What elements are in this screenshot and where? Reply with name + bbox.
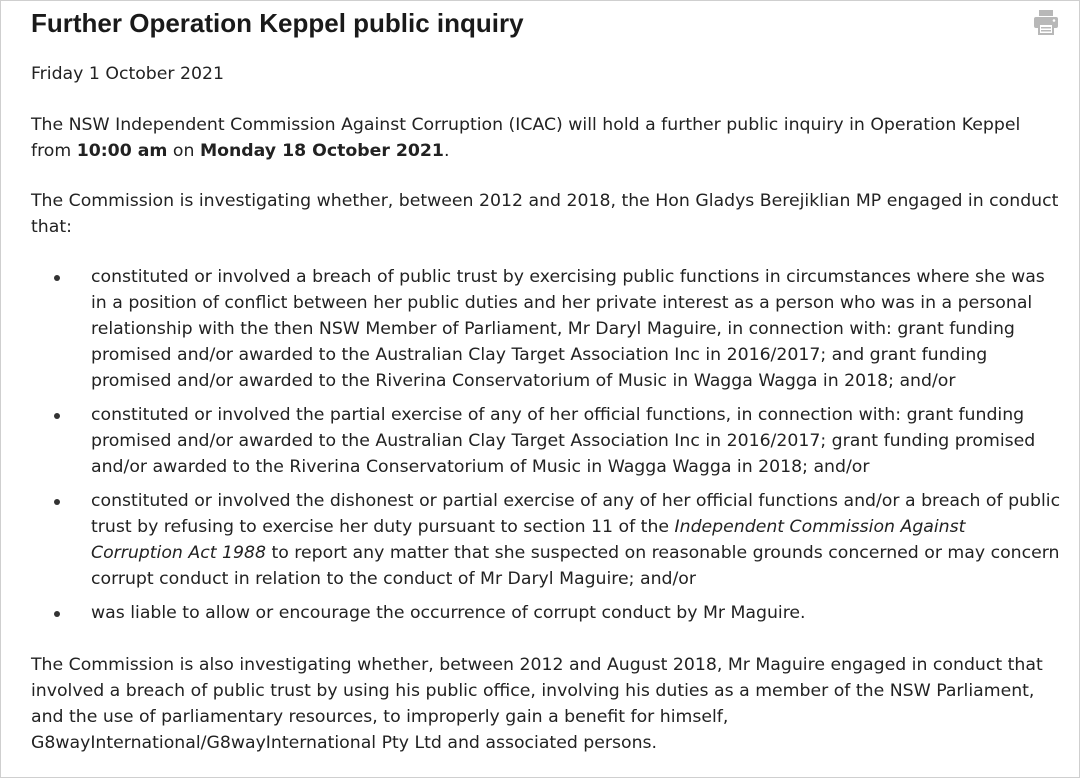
list-item	[31, 488, 1061, 592]
intro-text: The NSW Independent Commission Against Corruption (ICAC) will hold a further public inquiry in Operation Keppel from	[31, 115, 1021, 161]
printer-icon[interactable]	[1032, 8, 1060, 36]
article-body	[31, 61, 1061, 780]
intro-day: Monday 18 October 2021	[199, 141, 444, 161]
list-item: was liable to allow or encourage the occurrence of corrupt conduct by Mr Maguire.	[31, 600, 1061, 626]
investigation-paragraph: The Commission is investigating whether, between 2012 and 2018, the Hon Gladys Berejiklian MP engaged in conduct that:	[31, 191, 1059, 237]
list-item: constituted or involved the partial exercise of any of her official functions, in connection with: grant funding promised and/or awarded to the Australian Clay Target Association Inc in 2016/2017; grant funding promised and/or awarded to the Riverina Conservatorium of Music in Wagga Wagga in 2018; and/or	[31, 402, 1061, 480]
act-title: Independent Commission Against Corruption Act 1988	[91, 517, 966, 563]
publish-date: Friday 1 October 2021	[31, 64, 224, 84]
maguire-paragraph: The Commission is also investigating whether, between 2012 and August 2018, Mr Maguire engaged in conduct that involved a breach of public trust by using his public office, involving his duties as a member of the NSW Parliament, and the use of parliamentary resources, to improperly gain a benefit for himself, G8wayInternational/G8wayInternational Pty Ltd and associated persons.	[31, 655, 1043, 753]
intro-text-on: on	[167, 141, 200, 161]
list-item-text: to report any matter that she suspected on reasonable grounds concerned or may concern corrupt conduct in relation to the conduct of Mr Daryl Maguire; and/or	[91, 543, 1060, 589]
intro-paragraph	[31, 112, 1061, 164]
intro-end: .	[443, 141, 450, 161]
conduct-list	[31, 264, 1061, 626]
list-item-text: constituted or involved the dishonest or partial exercise of any of her official functions and/or a breach of public trust by refusing to exercise her duty pursuant to section 11 of the	[91, 491, 1061, 537]
page-title: Further Operation Keppel public inquiry	[31, 8, 524, 38]
list-item: constituted or involved a breach of public trust by exercising public functions in circumstances where she was in a position of conflict between her public duties and her private interest as a person who was in a personal relationship with the then NSW Member of Parliament, Mr Daryl Maguire, in connection with: grant funding promised and/or awarded to the Australian Clay Target Association Inc in 2016/2017; and grant funding promised and/or awarded to the Riverina Conservatorium of Music in Wagga Wagga in 2018; and/or	[31, 264, 1061, 394]
intro-time: 10:00 am	[76, 141, 168, 161]
